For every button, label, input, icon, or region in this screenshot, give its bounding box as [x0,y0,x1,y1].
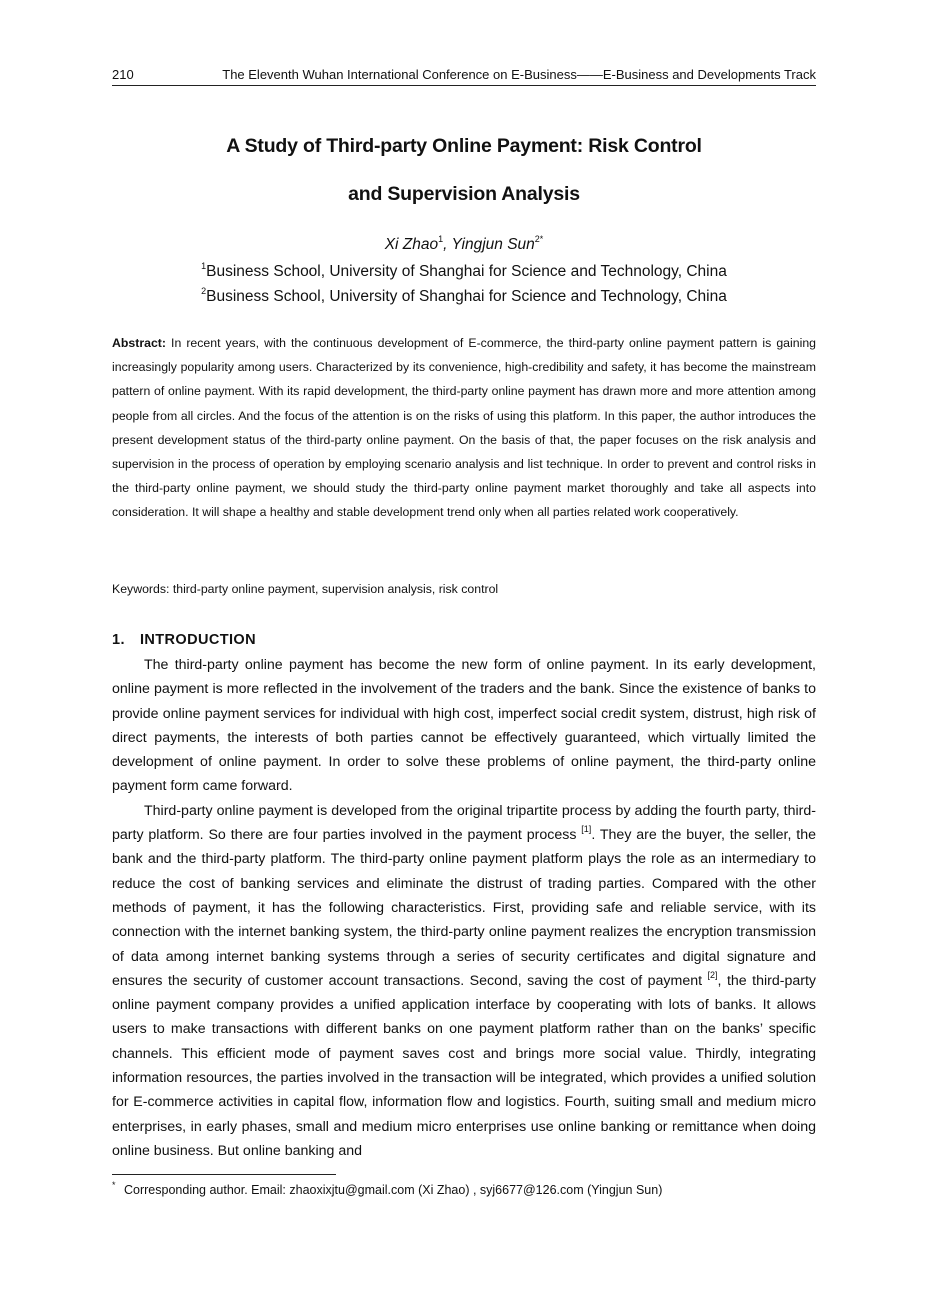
conference-title: The Eleventh Wuhan International Conference on E-Business——E-Business and Developments Track [222,67,816,82]
running-header [112,66,816,86]
paragraph-text: Third-party online payment is developed from the original tripartite process by adding the fourth party, third-party platform. So there are four parties involved in the payment process [112,802,816,844]
affiliation-2-mark: 2 [201,286,207,296]
footnote: * Corresponding author. Email: zhaoxixjtu@gmail.com (Xi Zhao) , syj6677@126.com (Yingjun Sun) [112,1180,663,1197]
affiliation-list [112,259,816,309]
affiliation-2 [112,284,816,309]
abstract-label: Abstract: [112,336,166,350]
citation: [2] [707,969,718,980]
author-1-mark: 1 [438,234,444,244]
author-2: Yingjun Sun [451,236,535,253]
paragraph-text: , the third-party online payment company provides a unified application interface by cooperating with lots of banks. It allows users to make transactions with different banks on one payment platform rather than on the banks’ specific channels. This efficient mode of payment saves cost and brings more social value. Thirdly, integrating information resources, the parties involved in the transaction will be integrated, which provides a unified solution for E-commerce activities in capital flow, information flow and logistics. Fourth, suiting small and medium micro enterprises, in early phases, small and medium micro enterprises use online banking or remittance when doing online business. But online banking and [112,972,816,1159]
affiliation-1-text: Business School, University of Shanghai for Science and Technology, China [206,263,727,280]
citation: [1] [581,824,592,835]
section-heading [112,629,256,651]
page-number: 210 [112,67,134,82]
paper-page [112,0,816,1309]
paper-title [112,122,816,218]
keywords: Keywords: third-party online payment, supervision analysis, risk control [112,582,499,596]
abstract-text: In recent years, with the continuous development of E-commerce, the third-party online payment pattern is gaining increasingly popularity among users. Characterized by its convenience, high-credibility and safety, it has become the mainstream pattern of online payment. With its rapid development, the third-party online payment has drawn more and more attention among people from all circles. And the focus of the attention is on the risks of using this platform. In this paper, the author introduces the present development status of the third-party online payment. On the basis of that, the paper focuses on the risk analysis and supervision in the process of operation by employing scenario analysis and list technique. In order to prevent and control risks in the third-party online payment, we should study the third-party online payment market thoroughly and take all aspects into consideration. It will shape a healthy and stable development trend only when all parties related work cooperatively. [112,336,817,520]
author-list [112,234,816,256]
paragraph-text: . They are the buyer, the seller, the bank and the third-party platform. The third-party online payment platform plays the role as an intermediary to reduce the cost of banking services and eliminate the distrust of trading parties. Compared with the other methods of payment, it has the following characteristics. First, providing safe and reliable service, with its connection with the internet banking system, the third-party online payment realizes the encryption transmission of data among internet banking systems through a series of security certificates and digital signature and ensures the security of customer account transactions. Second, saving the cost of payment [112,827,817,989]
author-1: Xi Zhao [384,236,439,253]
paragraph: The third-party online payment has become the new form of online payment. In its early development, online payment is more reflected in the involvement of the traders and the bank. Since the existence of banks to provide online payment services for individual with high cost, imperfect social credit system, distrust, high risk of direct payments, the interests of both parties cannot be effectively guaranteed, which virtually limited the development of online payment. In order to solve these problems of online payment, the third-party online payment form came forward. [112,657,816,795]
section-title: INTRODUCTION [140,632,256,648]
author-2-mark: 2* [534,234,544,244]
footnote-divider [112,1174,336,1175]
affiliation-2-text: Business School, University of Shanghai for Science and Technology, China [206,288,727,305]
section-number: 1. [112,632,125,648]
footnote-text: Corresponding author. Email: zhaoxixjtu@gmail.com (Xi Zhao) , syj6677@126.com (Yingjun Sun) [124,1183,663,1197]
affiliation-1-mark: 1 [201,261,207,271]
title-line-2: and Supervision Analysis [348,183,580,205]
title-line-1: A Study of Third-party Online Payment: Risk Control [226,135,702,157]
paragraph [112,799,816,1163]
affiliation-1 [112,259,816,284]
section-body [112,653,816,1163]
abstract [112,331,816,525]
author-separator: , [443,236,452,253]
